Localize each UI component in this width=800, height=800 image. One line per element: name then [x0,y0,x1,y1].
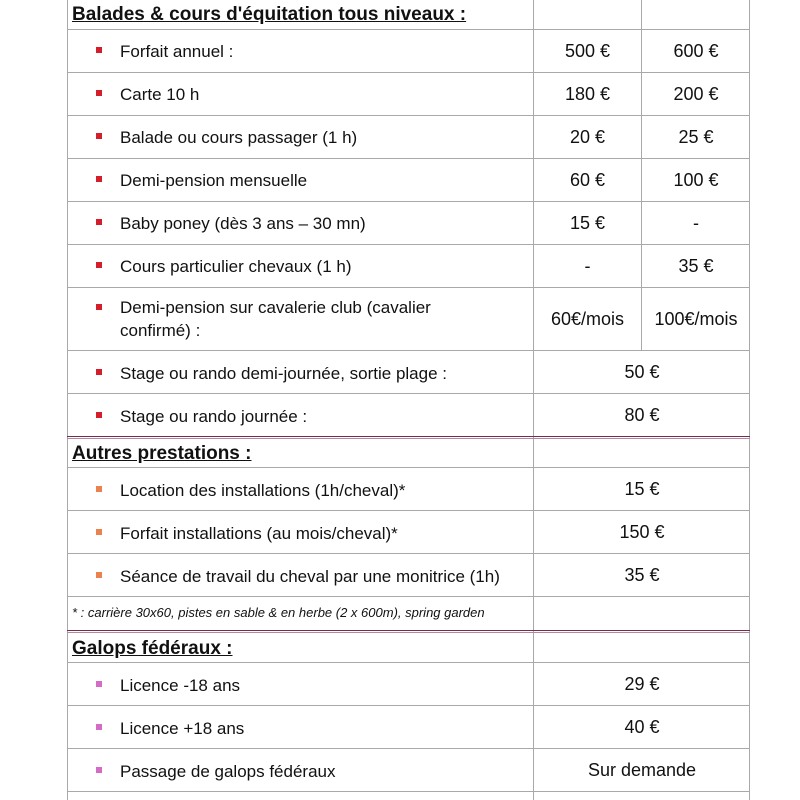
row-label: Demi-pension mensuelle [120,171,308,190]
row-label: Stage ou rando demi-journée, sortie plage : [120,364,447,383]
row-divider [67,72,750,73]
footnote: * : carrière 30x60, pistes en sable & en herbe (2 x 600m), spring garden [72,605,485,620]
row-divider [67,244,750,245]
price-cell: 40 € [624,717,660,737]
row-divider [67,29,750,30]
row-divider [67,791,750,792]
bullet-icon [96,90,102,96]
row-divider [67,662,750,663]
row-divider [67,287,750,288]
bullet-icon [96,369,102,375]
row-label: Baby poney (dès 3 ans – 30 mn) [120,214,366,233]
price-cell: 35 € [624,565,660,585]
price-cell: 15 € [624,479,660,499]
row-label: Carte 10 h [120,85,200,104]
row-divider [67,115,750,116]
row-divider [67,596,750,597]
bullet-icon [96,767,102,773]
bullet-icon [96,681,102,687]
row-divider [67,350,750,351]
section-title: Balades & cours d'équitation tous niveaux : [72,4,467,25]
price-cell: - [584,256,591,276]
price-cell: 80 € [624,405,660,425]
row-label: Licence +18 ans [120,719,245,738]
bullet-icon [96,724,102,730]
bullet-icon [96,572,102,578]
table-border-left [67,0,68,800]
bullet-icon [96,486,102,492]
row-label: Stage ou rando journée : [120,407,308,426]
bullet-icon [96,176,102,182]
bullet-icon [96,262,102,268]
price-cell: 29 € [624,674,660,694]
price-cell: 180 € [564,84,611,104]
price-cell: 25 € [678,127,714,147]
row-divider [67,393,750,394]
price-cell: 60€/mois [550,309,625,329]
price-cell: 100€/mois [654,309,738,329]
price-cell: 150 € [619,522,665,542]
row-label: Licence -18 ans [120,676,241,695]
row-label: Forfait installations (au mois/cheval)* [120,524,398,543]
row-label: Balade ou cours passager (1 h) [120,128,358,147]
row-divider [67,158,750,159]
section-title: Galops fédéraux : [72,638,233,659]
section-separator [67,630,750,633]
bullet-icon [96,47,102,53]
bullet-icon [96,304,102,310]
price-cell: 600 € [673,41,719,61]
price-cell: 100 € [673,170,719,190]
price-cell: 20 € [569,127,606,147]
row-divider [67,201,750,202]
section-separator [67,436,750,439]
row-label: Forfait annuel : [120,42,234,61]
column-divider-2 [641,0,642,30]
row-label: Cours particulier chevaux (1 h) [120,257,352,276]
row-label: Demi-pension sur cavalerie club (cavalier [120,298,431,317]
bullet-icon [96,133,102,139]
row-label: Passage de galops fédéraux [120,762,336,781]
price-cell: 15 € [569,213,606,233]
row-divider [67,705,750,706]
price-cell: Sur demande [587,760,697,780]
row-label: Location des installations (1h/cheval)* [120,481,406,500]
row-divider [67,467,750,468]
row-divider [67,553,750,554]
row-divider [67,748,750,749]
bullet-icon [96,529,102,535]
row-label: Séance de travail du cheval par une monitrice (1h) [120,567,500,586]
price-cell: 200 € [673,84,719,104]
bullet-icon [96,412,102,418]
row-label: confirmé) : [120,321,201,340]
bullet-icon [96,219,102,225]
price-cell: 50 € [624,362,660,382]
price-cell: 500 € [564,41,611,61]
price-cell: - [693,213,699,233]
price-cell: 35 € [678,256,714,276]
row-divider [67,510,750,511]
section-title: Autres prestations : [72,443,252,464]
price-cell: 60 € [569,170,606,190]
